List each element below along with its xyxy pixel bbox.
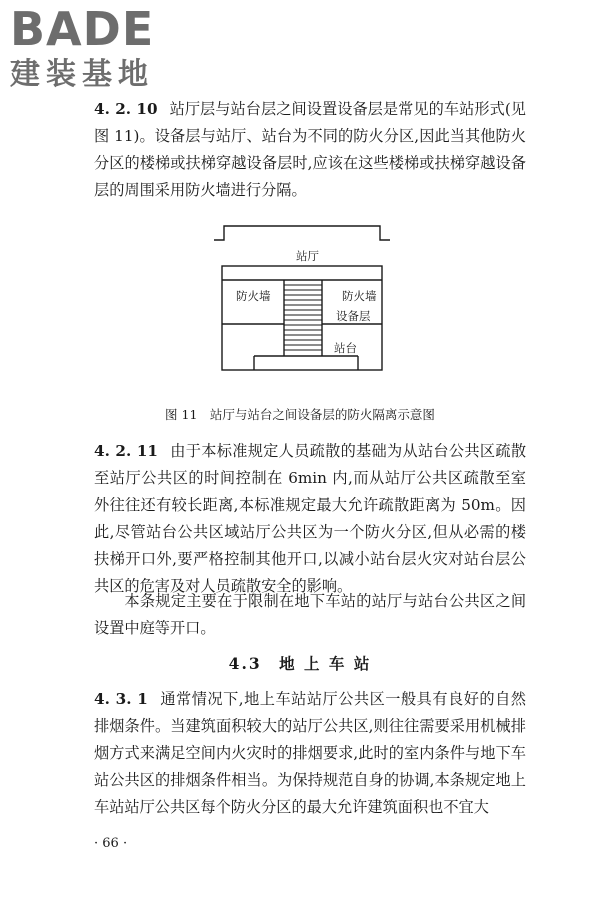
clause-number: 4. 2. 10 [94, 100, 158, 118]
clause-text: 通常情况下,地上车站站厅公共区一般具有良好的自然排烟条件。当建筑面积较大的站厅公共区,则往往需要采用机械排烟方式来满足空间内火灾时的排烟要求,此时的室内条件与地下车站公共区的排烟条件相当。为保持规范自身的协调,本条规定地上车站站厅公共区每个防火分区的最大允许建筑面积也不宜大 [94, 690, 526, 816]
label-platform: 站台 [334, 341, 357, 355]
label-fire-wall-right: 防火墙 [342, 289, 377, 303]
paragraph-4-3-1 [94, 686, 526, 821]
label-equipment-layer: 设备层 [336, 309, 371, 323]
figure-11 [212, 218, 392, 392]
roof-line [214, 226, 390, 240]
clause-number: 4. 2. 11 [94, 442, 159, 460]
section-heading: 4.3 地 上 车 站 [228, 654, 372, 673]
page-number: · 66 · [94, 836, 128, 851]
logo [10, 2, 155, 92]
figure-caption: 图 11 站厅与站台之间设备层的防火隔离示意图 [165, 407, 435, 422]
stair-hatching [284, 285, 322, 350]
paragraph-4-2-10 [94, 96, 526, 204]
paragraph-note: 本条规定主要在于限制在地下车站的站厅与站台公共区之间设置中庭等开口。 [94, 592, 526, 637]
clause-text: 由于本标准规定人员疏散的基础为从站台公共区疏散至站厅公共区的时间控制在 6min 内,而从站厅公共区疏散至室外往往还有较长距离,本标准规定最大允许疏散距离为 50m。因此,尽管站台公共区域站厅公共区为一个防火分区,但从必需的楼扶梯开口外,要严格控制其他开口,以减小站台层火灾对站台层公共区的危害及对人员疏散安全的影响。 [94, 442, 527, 595]
label-fire-wall-left: 防火墙 [236, 289, 271, 303]
logo-word: BADE [10, 2, 155, 56]
paragraph-4-2-11 [94, 438, 526, 600]
clause-number: 4. 3. 1 [94, 690, 148, 708]
label-hall: 站厅 [296, 249, 319, 263]
logo-chinese: 建装基地 [10, 57, 154, 92]
fire-separation-diagram [212, 218, 392, 388]
clause-text: 站厅层与站台层之间设置设备层是常见的车站形式(见图 11)。设备层与站厅、站台为不同的防火分区,因此当其他防火分区的楼梯或扶梯穿越设备层时,应该在这些楼梯或扶梯穿越设备层的周围采用防火墙进行分隔。 [94, 100, 526, 199]
